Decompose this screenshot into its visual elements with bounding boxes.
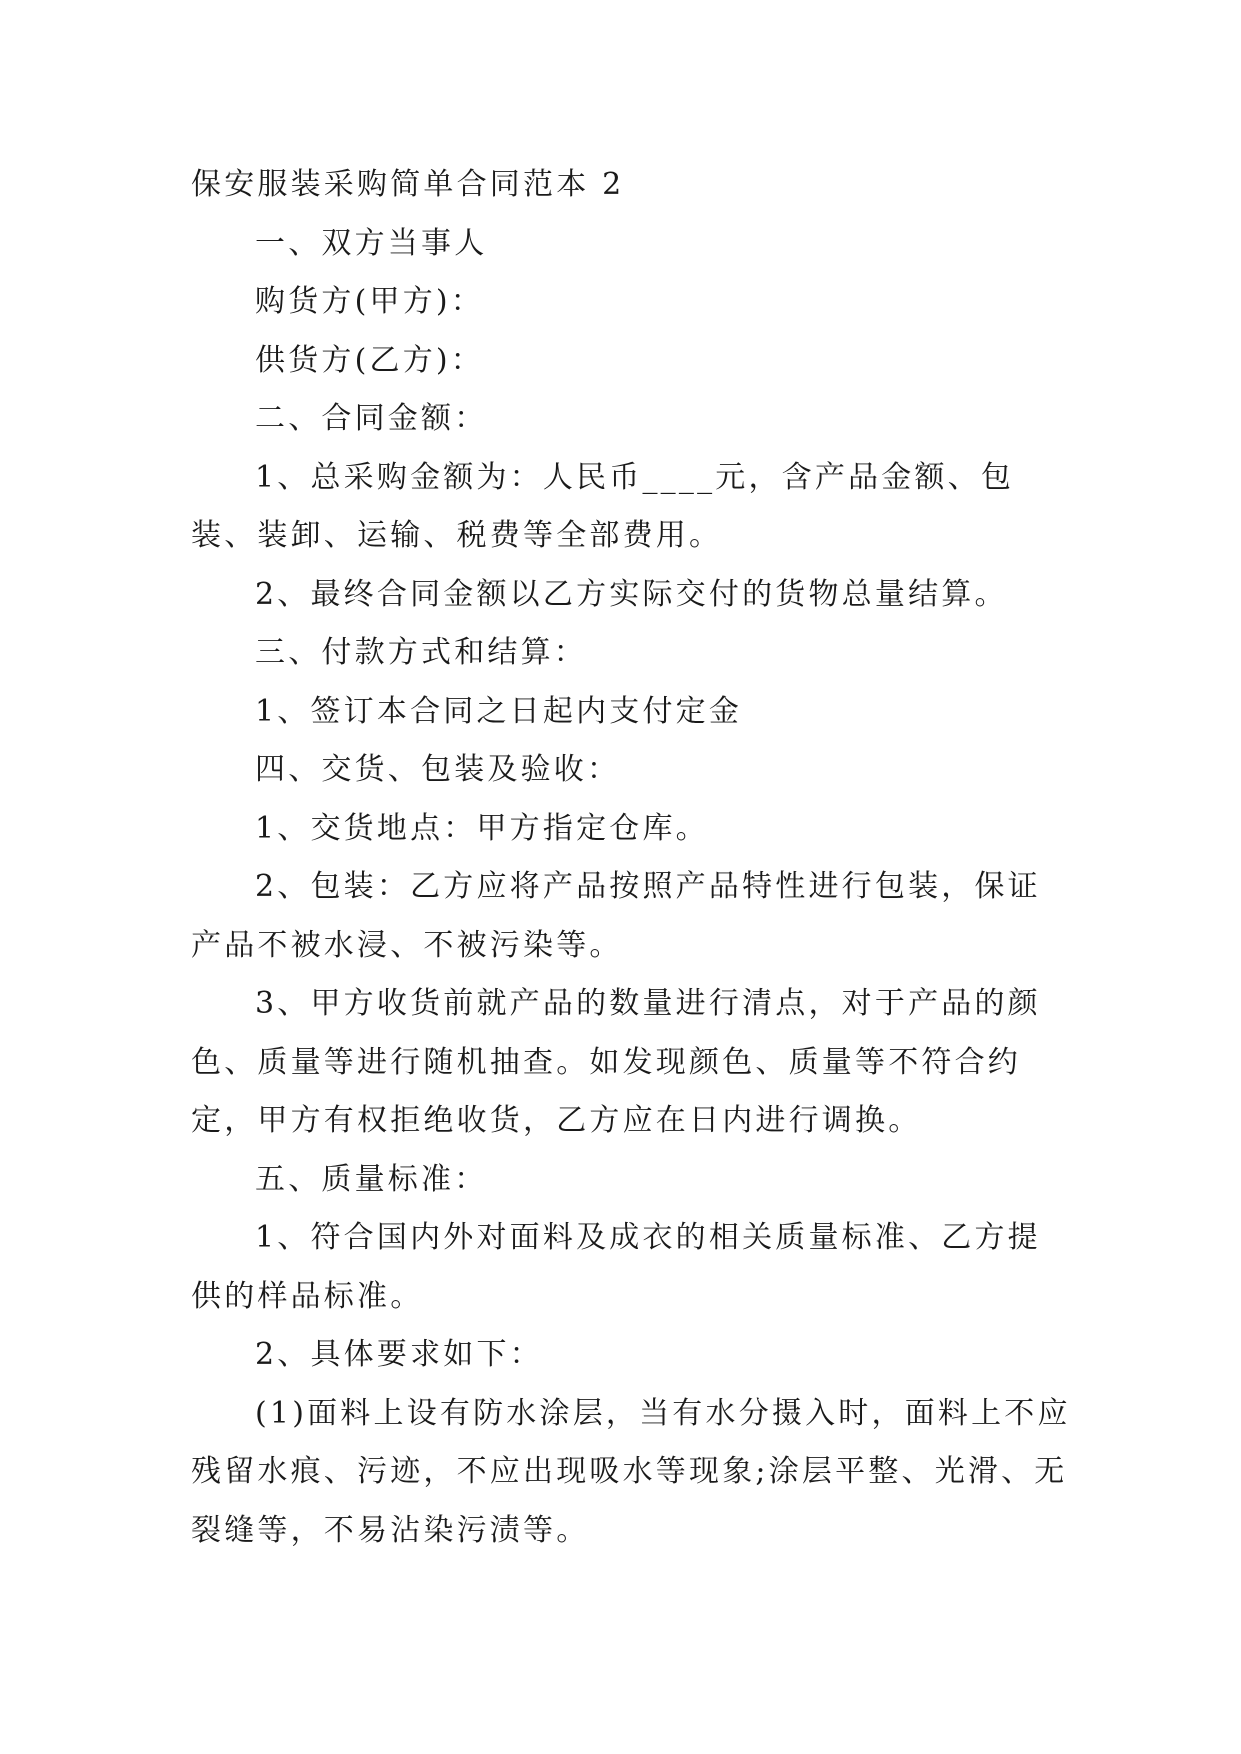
- section-heading-amount: 二、合同金额：: [255, 401, 488, 436]
- section-heading-payment: 三、付款方式和结算：: [255, 635, 587, 670]
- clause-deposit: 1、签订本合同之日起内支付定金: [255, 693, 743, 729]
- document-title: 保安服装采购简单合同范本 2: [191, 167, 625, 202]
- clause-final-amount: 2、最终合同金额以乙方实际交付的货物总量结算。: [255, 576, 1008, 612]
- clause-quality-standard: 1、符合国内外对面料及成衣的相关质量标准、乙方提供的样品标准。: [191, 1220, 1041, 1314]
- clause-total-amount: 1、总采购金额为：人民币____元，含产品金额、包装、装卸、运输、税费等全部费用。: [191, 459, 1015, 553]
- clause-packaging: 2、包装：乙方应将产品按照产品特性进行包装，保证产品不被水浸、不被污染等。: [191, 869, 1041, 963]
- buyer-line: 购货方(甲方)：: [255, 284, 485, 319]
- clause-fabric-coating: (1)面料上设有防水涂层，当有水分摄入时，面料上不应残留水痕、污迹，不应出现吸水等现象;涂层平整、光滑、无裂缝等，不易沾染污渍等。: [191, 1395, 1071, 1548]
- clause-specific-requirements: 2、具体要求如下：: [255, 1337, 543, 1372]
- document-body: [191, 156, 1071, 1560]
- clause-delivery-location: 1、交货地点：甲方指定仓库。: [255, 810, 709, 846]
- section-heading-delivery: 四、交货、包装及验收：: [255, 752, 621, 787]
- clause-inspection: 3、甲方收货前就产品的数量进行清点，对于产品的颜色、质量等进行随机抽查。如发现颜色、质量等不符合约定，甲方有权拒绝收货，乙方应在日内进行调换。: [191, 986, 1041, 1138]
- section-heading-parties: 一、双方当事人: [255, 225, 488, 261]
- section-heading-quality: 五、质量标准：: [255, 1161, 488, 1197]
- supplier-line: 供货方(乙方)：: [255, 342, 485, 378]
